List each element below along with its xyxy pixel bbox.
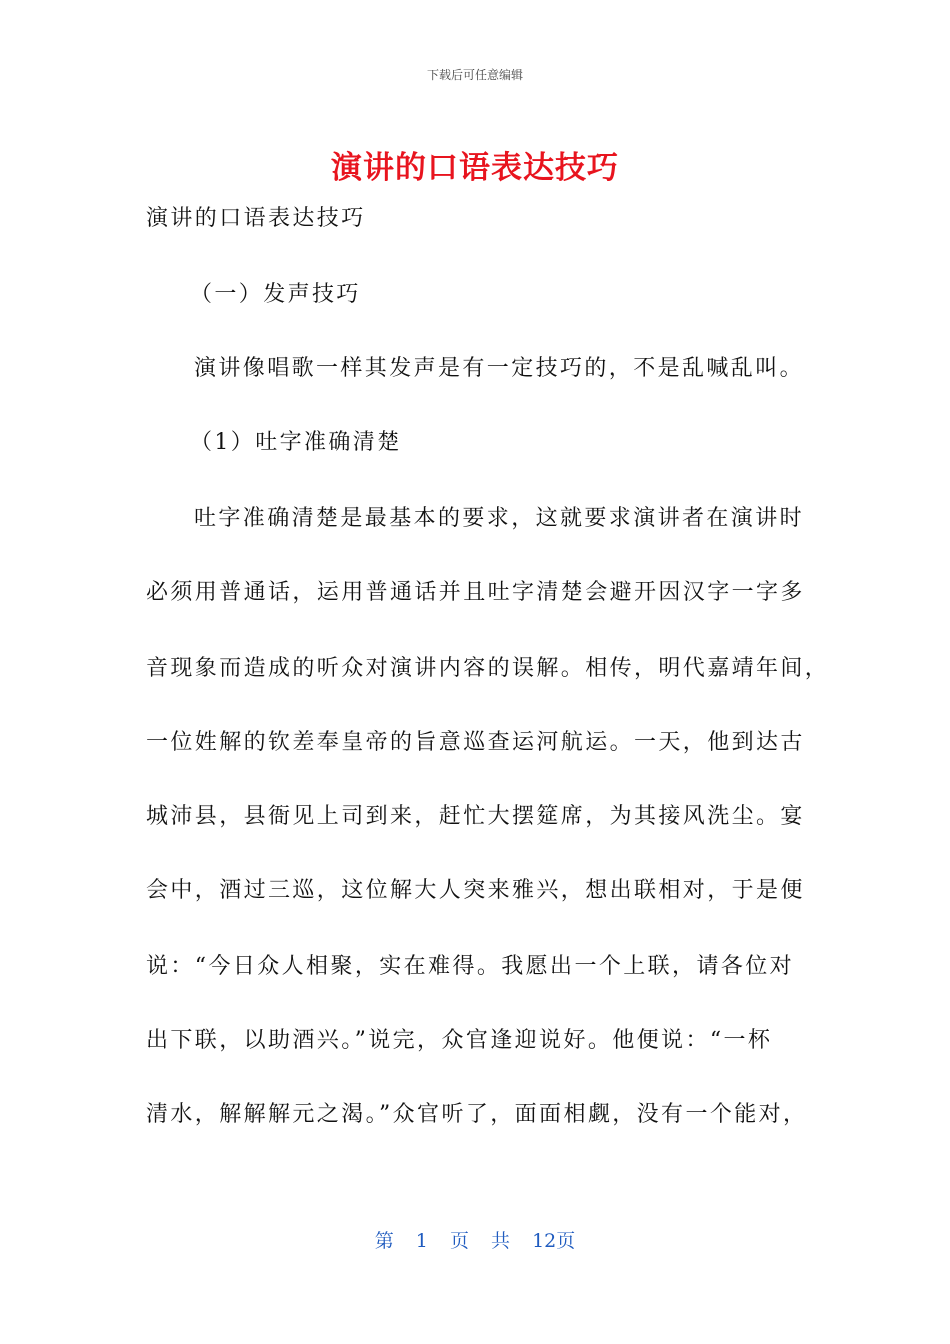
footer-total-word: 共 — [491, 1230, 511, 1252]
page-footer — [0, 1226, 950, 1253]
paragraph-line: 演讲的口语表达技巧 — [146, 206, 366, 231]
footer-prefix: 第 — [374, 1230, 394, 1252]
subsection-heading: （1）吐字准确清楚 — [190, 430, 402, 455]
section-heading: （一）发声技巧 — [190, 282, 361, 307]
paragraph-line: 会中，酒过三巡，这位解大人突来雅兴，想出联相对，于是便 — [146, 878, 805, 903]
paragraph-line: 说：“今日众人相聚，实在难得。我愿出一个上联，请各位对 — [146, 954, 795, 979]
paragraph-line: 清水，解解解元之渴。”众官听了，面面相觑，没有一个能对， — [146, 1102, 808, 1127]
page-header-note: 下载后可任意编辑 — [426, 68, 523, 82]
paragraph-line: 出下联，以助酒兴。”说完，众官逢迎说好。他便说：“一杯 — [146, 1028, 773, 1053]
paragraph-line: 演讲像唱歌一样其发声是有一定技巧的，不是乱喊乱叫。 — [194, 356, 805, 381]
paragraph-line: 一位姓解的钦差奉皇帝的旨意巡查运河航运。一天，他到达古 — [146, 730, 805, 755]
footer-total-pages: 12页 — [532, 1230, 576, 1252]
paragraph-line: 必须用普通话，运用普通话并且吐字清楚会避开因汉字一字多 — [146, 580, 805, 605]
document-title: 演讲的口语表达技巧 — [331, 150, 619, 186]
footer-page-word: 页 — [449, 1230, 469, 1252]
paragraph-line: 音现象而造成的听众对演讲内容的误解。相传，明代嘉靖年间， — [146, 656, 830, 681]
footer-current-page: 1 — [415, 1230, 428, 1252]
paragraph-line: 吐字准确清楚是最基本的要求，这就要求演讲者在演讲时 — [194, 506, 805, 531]
paragraph-line: 城沛县，县衙见上司到来，赶忙大摆筵席，为其接风洗尘。宴 — [146, 804, 805, 829]
